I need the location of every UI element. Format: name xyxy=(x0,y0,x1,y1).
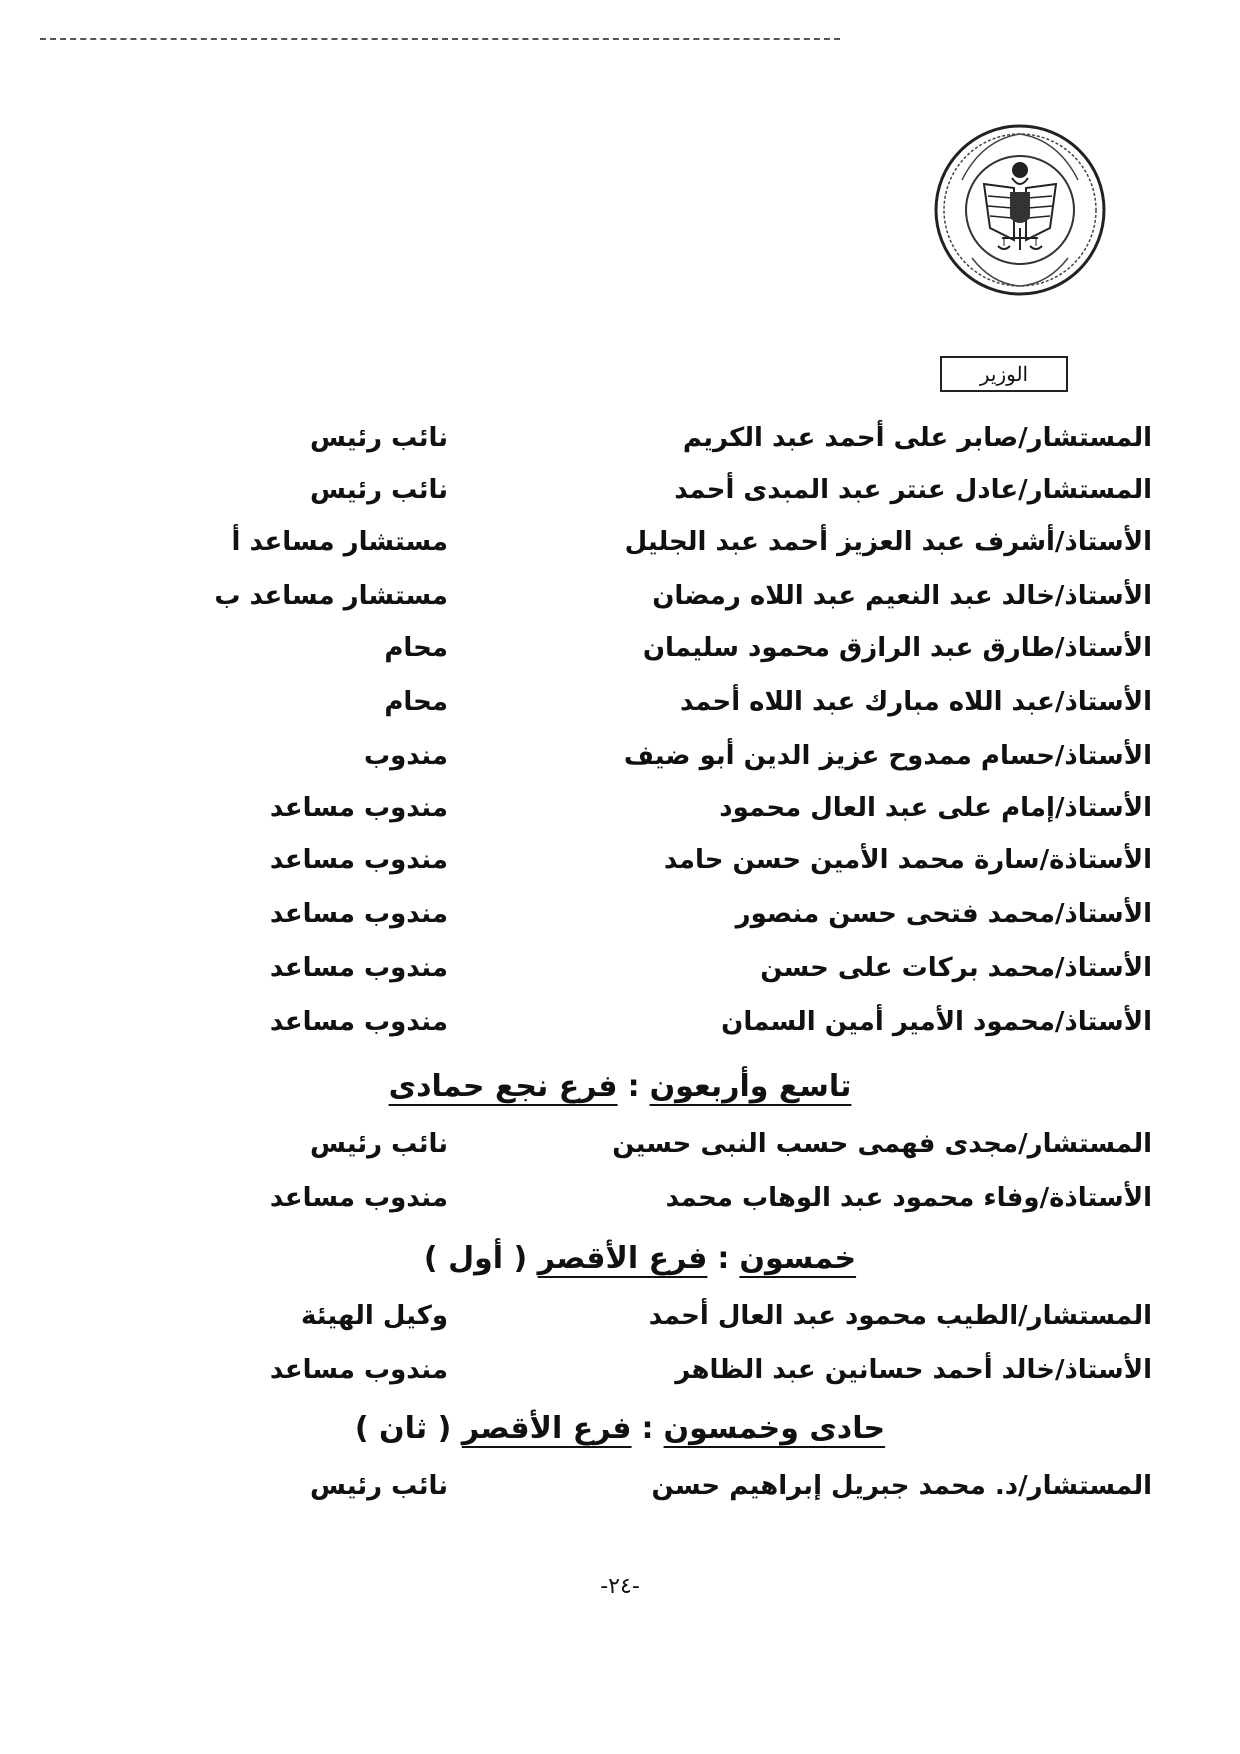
person-title: نائب رئيس xyxy=(310,1129,448,1159)
list-item xyxy=(0,948,1240,988)
list-item xyxy=(0,1296,1240,1336)
person-title: محام xyxy=(384,687,448,717)
list-item xyxy=(0,736,1240,776)
section-number: تاسع وأربعون xyxy=(649,1069,852,1104)
list-item xyxy=(0,576,1240,616)
person-title: مندوب مساعد xyxy=(269,845,448,875)
person-title: مندوب مساعد xyxy=(269,1183,448,1213)
list-item xyxy=(0,628,1240,668)
person-title: مندوب مساعد xyxy=(269,899,448,929)
section-separator: : xyxy=(717,1241,730,1276)
list-item xyxy=(0,682,1240,722)
person-name: الأستاذ/محمد بركات على حسن xyxy=(760,953,1152,983)
person-name: المستشار/عادل عنتر عبد المبدى أحمد xyxy=(674,475,1152,505)
person-name: الأستاذ/خالد أحمد حسانين عبد الظاهر xyxy=(675,1355,1152,1385)
person-title: مندوب مساعد xyxy=(269,1007,448,1037)
list-item xyxy=(0,1466,1240,1506)
list-item xyxy=(0,470,1240,510)
person-name: الأستاذ/محمود الأمير أمين السمان xyxy=(721,1007,1152,1037)
person-title: محام xyxy=(384,633,448,663)
list-item xyxy=(0,840,1240,880)
person-name: المستشار/د. محمد جبريل إبراهيم حسن xyxy=(651,1471,1152,1501)
section-separator: : xyxy=(641,1411,654,1446)
section-heading-51 xyxy=(0,1406,1240,1452)
person-name: الأستاذ/خالد عبد النعيم عبد اللاه رمضان xyxy=(652,581,1152,611)
section-separator: : xyxy=(627,1069,640,1104)
person-title: مندوب xyxy=(363,741,448,771)
person-title: مستشار مساعد ب xyxy=(214,581,448,611)
person-title: وكيل الهيئة xyxy=(301,1301,448,1331)
seal-caption: الوزير xyxy=(940,356,1068,392)
person-title: نائب رئيس xyxy=(310,475,448,505)
person-title: مندوب مساعد xyxy=(269,953,448,983)
person-name: الأستاذ/طارق عبد الرازق محمود سليمان xyxy=(642,633,1152,663)
section-suffix: ( أول ) xyxy=(423,1241,528,1276)
person-title: مندوب مساعد xyxy=(269,793,448,823)
section-branch: فرع الأقصر xyxy=(461,1411,632,1446)
section-heading-50 xyxy=(0,1236,1240,1282)
person-title: مندوب مساعد xyxy=(269,1355,448,1385)
section-suffix: ( ثان ) xyxy=(354,1411,452,1446)
person-name: المستشار/صابر على أحمد عبد الكريم xyxy=(682,423,1152,453)
list-item xyxy=(0,1350,1240,1390)
person-name: الأستاذ/عبد اللاه مبارك عبد اللاه أحمد xyxy=(680,687,1152,717)
person-name: الأستاذة/سارة محمد الأمين حسن حامد xyxy=(663,845,1152,875)
section-branch: فرع نجع حمادى xyxy=(388,1069,618,1104)
person-name: المستشار/الطيب محمود عبد العال أحمد xyxy=(648,1301,1152,1331)
list-item xyxy=(0,1002,1240,1042)
person-name: الأستاذ/حسام ممدوح عزيز الدين أبو ضيف xyxy=(623,741,1152,771)
person-title: نائب رئيس xyxy=(310,1471,448,1501)
person-title: نائب رئيس xyxy=(310,423,448,453)
list-item xyxy=(0,418,1240,458)
list-item xyxy=(0,1124,1240,1164)
section-heading-49 xyxy=(0,1064,1240,1110)
list-item xyxy=(0,894,1240,934)
section-number: خمسون xyxy=(739,1241,857,1276)
person-name: الأستاذة/وفاء محمود عبد الوهاب محمد xyxy=(665,1183,1152,1213)
list-item xyxy=(0,522,1240,562)
person-name: الأستاذ/إمام على عبد العال محمود xyxy=(719,793,1152,823)
list-item xyxy=(0,1178,1240,1218)
person-name: الأستاذ/أشرف عبد العزيز أحمد عبد الجليل xyxy=(624,527,1152,557)
section-branch: فرع الأقصر xyxy=(537,1241,708,1276)
person-name: الأستاذ/محمد فتحى حسن منصور xyxy=(735,899,1152,929)
page-number: -٢٤- xyxy=(600,1574,640,1599)
person-name: المستشار/مجدى فهمى حسب النبى حسين xyxy=(612,1129,1152,1159)
list-item xyxy=(0,788,1240,828)
section-number: حادى وخمسون xyxy=(663,1411,886,1446)
person-title: مستشار مساعد أ xyxy=(231,527,448,557)
